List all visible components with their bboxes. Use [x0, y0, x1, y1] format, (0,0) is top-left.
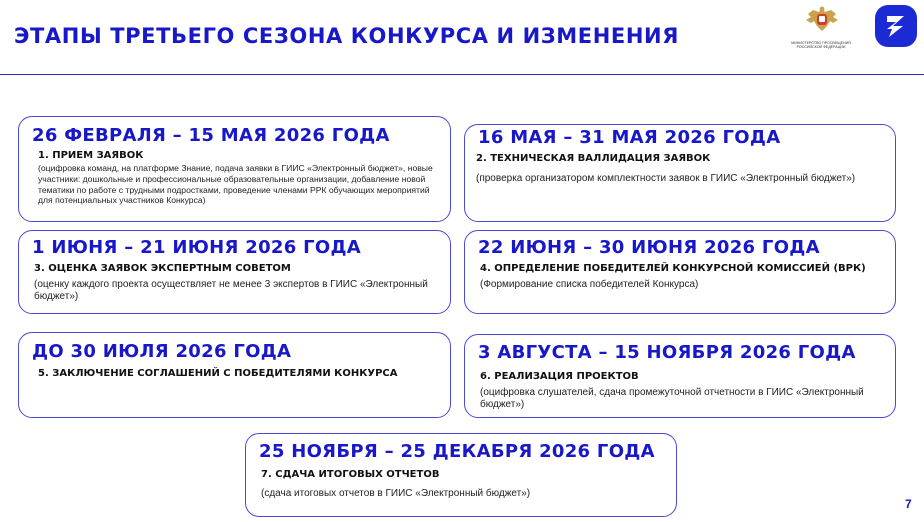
stage-7-description: (сдача итоговых отчетов в ГИИС «Электронный бюджет»): [261, 488, 531, 499]
stage-1-description: (оцифровка команд, на платформе Знание, подача заявки в ГИИС «Электронный бюджет», новые участники: дошкольные и профессиональные образовательные организации, добавление новой тематики по работе с трудными подростками, проведение членами РРК обучающих мероприятий для потенциальных участников Конкурса): [38, 163, 433, 206]
page-title: ЭТАПЫ ТРЕТЬЕГО СЕЗОНА КОНКУРСА И ИЗМЕНЕНИЯ: [14, 24, 679, 48]
stage-3-title: 3. ОЦЕНКА ЗАЯВОК ЭКСПЕРТНЫМ СОВЕТОМ: [34, 263, 291, 274]
stage-5-date: ДО 30 ИЮЛЯ 2026 ГОДА: [32, 341, 292, 362]
stage-5-title: 5. ЗАКЛЮЧЕНИЕ СОГЛАШЕНИЙ С ПОБЕДИТЕЛЯМИ КОНКУРСА: [38, 368, 398, 379]
stage-1-title: 1. ПРИЕМ ЗАЯВОК: [38, 150, 144, 161]
stage-3-description: (оценку каждого проекта осуществляет не менее 3 экспертов в ГИИС «Электронный бюджет»): [34, 279, 428, 302]
stage-4-date: 22 ИЮНЯ – 30 ИЮНЯ 2026 ГОДА: [478, 237, 820, 258]
ministry-label: МИНИСТЕРСТВО ПРОСВЕЩЕНИЯ РОССИЙСКОЙ ФЕДЕРАЦИИ: [791, 41, 851, 50]
stage-3-date: 1 ИЮНЯ – 21 ИЮНЯ 2026 ГОДА: [32, 237, 362, 258]
page-number: 7: [905, 497, 912, 511]
stage-7-date: 25 НОЯБРЯ – 25 ДЕКАБРЯ 2026 ГОДА: [259, 441, 655, 462]
stage-6-title: 6. РЕАЛИЗАЦИЯ ПРОЕКТОВ: [480, 371, 639, 382]
double-headed-eagle-emblem-icon: [800, 4, 844, 36]
header-divider: [0, 74, 924, 75]
stage-4-title: 4. ОПРЕДЕЛЕНИЕ ПОБЕДИТЕЛЕЙ КОНКУРСНОЙ КОМИССИЕЙ (ВРК): [480, 263, 866, 274]
znanie-logo-icon: [875, 5, 917, 47]
stage-2-date: 16 МАЯ – 31 МАЯ 2026 ГОДА: [478, 127, 781, 148]
stage-6-date: 3 АВГУСТА – 15 НОЯБРЯ 2026 ГОДА: [478, 342, 856, 363]
stage-4-description: (Формирование списка победителей Конкурса): [480, 279, 699, 290]
stage-1-date: 26 ФЕВРАЛЯ – 15 МАЯ 2026 ГОДА: [32, 125, 390, 146]
stage-6-description: (оцифровка слушателей, сдача промежуточной отчетности в ГИИС «Электронный бюджет»): [480, 387, 864, 410]
stage-2-title: 2. ТЕХНИЧЕСКАЯ ВАЛЛИДАЦИЯ ЗАЯВОК: [476, 153, 711, 164]
stage-7-title: 7. СДАЧА ИТОГОВЫХ ОТЧЕТОВ: [261, 469, 440, 480]
stage-2-description: (проверка организатором комплектности заявок в ГИИС «Электронный бюджет»): [476, 173, 856, 184]
